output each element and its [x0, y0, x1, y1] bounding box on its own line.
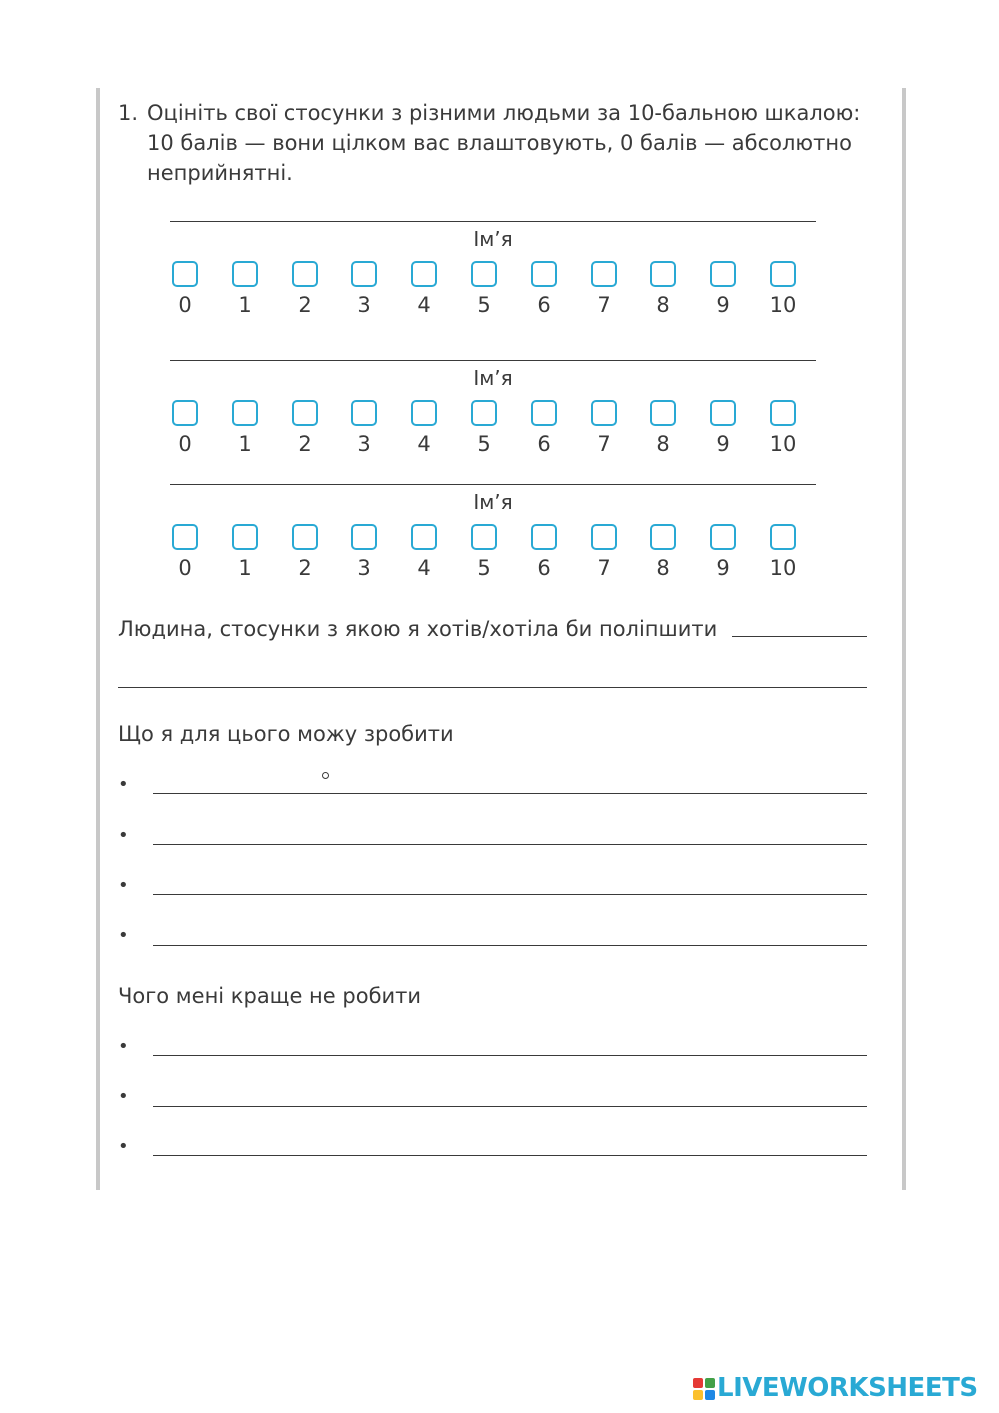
- rating-value: 0: [178, 293, 192, 317]
- rating-value: 10: [769, 432, 797, 456]
- checkbox[interactable]: [770, 400, 796, 426]
- liveworksheets-logo-icon: [693, 1378, 715, 1400]
- rating-option[interactable]: [290, 400, 320, 456]
- avoid-answer-line-2[interactable]: [153, 1106, 867, 1107]
- rating-value: 7: [597, 556, 611, 580]
- rating-value: 4: [417, 556, 431, 580]
- rating-option[interactable]: [290, 261, 320, 317]
- rating-option[interactable]: [170, 400, 200, 456]
- rating-value: 5: [477, 556, 491, 580]
- rating-option[interactable]: [170, 261, 200, 317]
- rating-option[interactable]: [349, 524, 379, 580]
- rating-option[interactable]: [469, 400, 499, 456]
- rating-value: 3: [357, 556, 371, 580]
- name-answer-line[interactable]: [170, 221, 816, 222]
- checkbox[interactable]: [232, 261, 258, 287]
- rating-value: 2: [298, 293, 312, 317]
- rating-option[interactable]: [349, 261, 379, 317]
- task-number: 1.: [118, 101, 139, 125]
- checkbox[interactable]: [351, 524, 377, 550]
- rating-option[interactable]: [529, 524, 559, 580]
- rating-value: 1: [238, 432, 252, 456]
- rating-option[interactable]: [529, 261, 559, 317]
- right-margin-rule: [902, 88, 906, 1190]
- name-label: Ім’я: [473, 227, 513, 251]
- checkbox[interactable]: [411, 524, 437, 550]
- rating-row-3: [170, 484, 816, 584]
- checkbox[interactable]: [650, 524, 676, 550]
- rating-option[interactable]: [529, 400, 559, 456]
- rating-option[interactable]: [589, 261, 619, 317]
- rating-value: 0: [178, 432, 192, 456]
- can-do-answer-line-3[interactable]: [153, 894, 867, 895]
- rating-option[interactable]: [768, 524, 798, 580]
- checkbox[interactable]: [232, 400, 258, 426]
- checkbox[interactable]: [471, 400, 497, 426]
- rating-value: 3: [357, 293, 371, 317]
- rating-value: 7: [597, 293, 611, 317]
- checkbox[interactable]: [172, 261, 198, 287]
- rating-option[interactable]: [349, 400, 379, 456]
- rating-option[interactable]: [170, 524, 200, 580]
- rating-option[interactable]: [708, 400, 738, 456]
- rating-value: 6: [537, 556, 551, 580]
- checkbox[interactable]: [411, 400, 437, 426]
- improve-label: Людина, стосунки з якою я хотів/хотіла би поліпшити: [118, 617, 718, 641]
- checkbox[interactable]: [650, 400, 676, 426]
- name-label: Ім’я: [473, 366, 513, 390]
- rating-value: 4: [417, 432, 431, 456]
- can-do-label: Що я для цього можу зробити: [118, 722, 454, 746]
- left-margin-rule: [96, 88, 100, 1190]
- rating-value: 1: [238, 556, 252, 580]
- bullet: •: [118, 825, 129, 846]
- rating-option[interactable]: [648, 524, 678, 580]
- rating-option[interactable]: [648, 261, 678, 317]
- rating-value: 9: [716, 556, 730, 580]
- rating-value: 3: [357, 432, 371, 456]
- rating-value: 7: [597, 432, 611, 456]
- can-do-answer-line-1[interactable]: [153, 793, 867, 794]
- rating-value: 4: [417, 293, 431, 317]
- checkbox[interactable]: [710, 261, 736, 287]
- stray-mark: [322, 772, 329, 779]
- improve-answer-line[interactable]: [732, 636, 867, 637]
- rating-value: 2: [298, 432, 312, 456]
- name-label: Ім’я: [473, 490, 513, 514]
- checkbox[interactable]: [172, 524, 198, 550]
- rating-option[interactable]: [708, 524, 738, 580]
- rating-row-2: [170, 360, 816, 460]
- rating-option[interactable]: [768, 400, 798, 456]
- rating-value: 8: [656, 432, 670, 456]
- bullet: •: [118, 925, 129, 946]
- checkbox[interactable]: [351, 400, 377, 426]
- name-answer-line[interactable]: [170, 360, 816, 361]
- bullet: •: [118, 1136, 129, 1157]
- checkbox[interactable]: [531, 524, 557, 550]
- rating-option[interactable]: [469, 524, 499, 580]
- rating-value: 10: [769, 293, 797, 317]
- can-do-answer-line-2[interactable]: [153, 844, 867, 845]
- rating-value: 8: [656, 293, 670, 317]
- checkbox[interactable]: [650, 261, 676, 287]
- avoid-answer-line-3[interactable]: [153, 1155, 867, 1156]
- checkbox[interactable]: [172, 400, 198, 426]
- checkbox[interactable]: [471, 261, 497, 287]
- rating-option[interactable]: [409, 400, 439, 456]
- checkbox[interactable]: [591, 261, 617, 287]
- rating-value: 5: [477, 432, 491, 456]
- avoid-answer-line-1[interactable]: [153, 1055, 867, 1056]
- checkbox[interactable]: [591, 524, 617, 550]
- rating-value: 9: [716, 293, 730, 317]
- checkbox[interactable]: [770, 261, 796, 287]
- rating-option[interactable]: [230, 261, 260, 317]
- avoid-label: Чого мені краще не робити: [118, 984, 422, 1008]
- name-answer-line[interactable]: [170, 484, 816, 485]
- rating-option[interactable]: [230, 524, 260, 580]
- checkbox[interactable]: [292, 400, 318, 426]
- rating-row-1: [170, 221, 816, 321]
- rating-value: 9: [716, 432, 730, 456]
- rating-option[interactable]: [409, 261, 439, 317]
- checkbox[interactable]: [292, 524, 318, 550]
- bullet: •: [118, 875, 129, 896]
- checkbox[interactable]: [471, 524, 497, 550]
- checkbox[interactable]: [710, 400, 736, 426]
- rating-value: 6: [537, 293, 551, 317]
- can-do-answer-line-4[interactable]: [153, 945, 867, 946]
- rating-option[interactable]: [409, 524, 439, 580]
- rating-option[interactable]: [768, 261, 798, 317]
- task-text: Оцініть свої стосунки з різними людьми за 10-бальною шкалою: 10 балів — вони цілком вас влаштовують, 0 балів — абсолютно неприйнятні.: [147, 101, 861, 185]
- rating-option[interactable]: [290, 524, 320, 580]
- rating-option[interactable]: [589, 524, 619, 580]
- bullet: •: [118, 1036, 129, 1057]
- checkbox[interactable]: [411, 261, 437, 287]
- checkbox[interactable]: [770, 524, 796, 550]
- rating-value: 10: [769, 556, 797, 580]
- rating-value: 6: [537, 432, 551, 456]
- watermark-text: LIVEWORKSHEETS: [717, 1373, 978, 1403]
- bullet: •: [118, 1086, 129, 1107]
- rating-value: 1: [238, 293, 252, 317]
- improve-answer-line-2[interactable]: [118, 687, 867, 688]
- checkbox[interactable]: [292, 261, 318, 287]
- rating-option[interactable]: [589, 400, 619, 456]
- checkbox[interactable]: [531, 400, 557, 426]
- rating-value: 0: [178, 556, 192, 580]
- rating-value: 5: [477, 293, 491, 317]
- rating-option[interactable]: [230, 400, 260, 456]
- checkbox[interactable]: [531, 261, 557, 287]
- rating-option[interactable]: [708, 261, 738, 317]
- rating-option[interactable]: [469, 261, 499, 317]
- rating-value: 8: [656, 556, 670, 580]
- checkbox[interactable]: [710, 524, 736, 550]
- checkbox[interactable]: [351, 261, 377, 287]
- checkbox[interactable]: [232, 524, 258, 550]
- bullet: •: [118, 774, 129, 795]
- checkbox[interactable]: [591, 400, 617, 426]
- rating-option[interactable]: [648, 400, 678, 456]
- rating-value: 2: [298, 556, 312, 580]
